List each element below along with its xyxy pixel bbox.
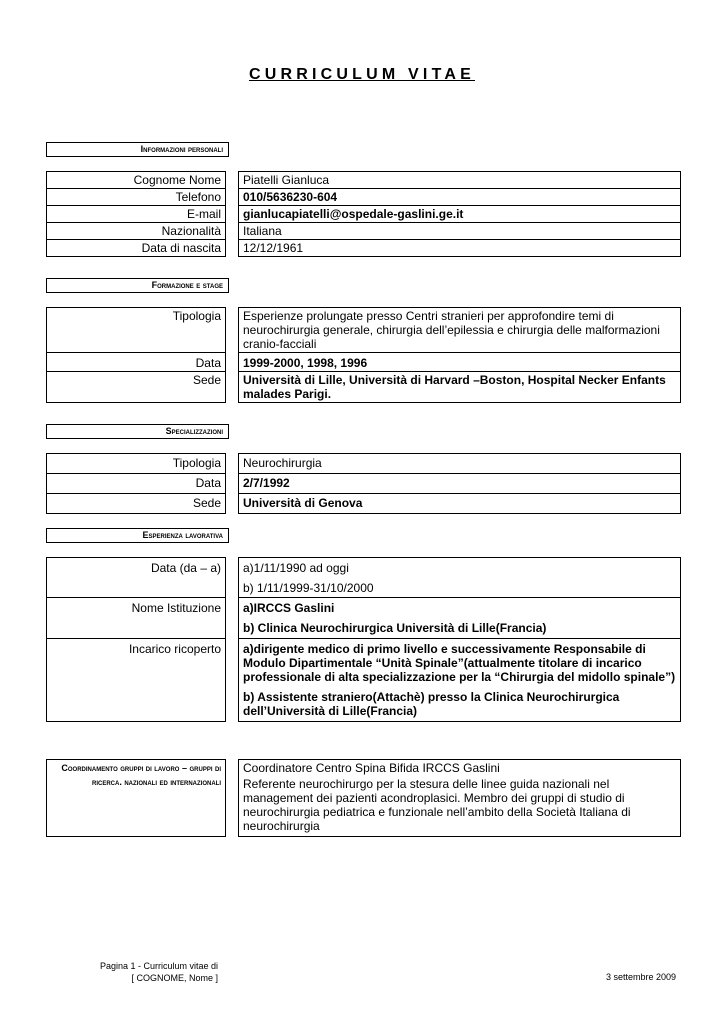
row-value: 12/12/1961	[239, 240, 681, 257]
row-label: Tipologia	[47, 454, 226, 474]
section-heading-specializations-label: Specializzazioni	[165, 426, 223, 436]
table-row	[47, 308, 681, 353]
table-row	[47, 353, 681, 372]
row-label: Tipologia	[47, 308, 226, 353]
row-value: Italiana	[239, 223, 681, 240]
footer-name-placeholder: [ COGNOME, Nome ]	[131, 973, 218, 983]
footer-date: 3 settembre 2009	[605, 972, 676, 982]
row-label: Nome Istituzione	[47, 598, 226, 639]
table-row	[47, 760, 681, 837]
row-value: Esperienze prolungate presso Centri stranieri per approfondire temi di neurochirurgia generale, chirurgia dell’epilessia e chirurgia delle malformazioni cranio-facciali	[239, 308, 681, 353]
table-row	[47, 240, 681, 257]
document-title: CURRICULUM VITAE	[248, 66, 475, 83]
row-label: Data	[47, 474, 226, 494]
section-heading-training	[46, 278, 229, 293]
row-value: 1999-2000, 1998, 1996	[239, 353, 681, 372]
coordination-table	[46, 759, 681, 837]
section-heading-experience	[46, 528, 229, 543]
experience-role-a: a)dirigente medico di primo livello e successivamente Responsabile di Modulo Dipartimentale “Unità Spinale”(attualmente titolare di incarico professionale di alta specializzazione per la “Chirurgia del midollo spinale”)	[243, 642, 676, 684]
row-value: Università di Genova	[239, 494, 681, 514]
experience-table	[46, 557, 681, 722]
row-value: Piatelli Gianluca	[239, 172, 681, 189]
row-label: E-mail	[47, 206, 226, 223]
experience-institution-a: a)IRCCS Gaslini	[243, 601, 335, 615]
table-row	[47, 189, 681, 206]
table-row	[47, 454, 681, 474]
specializations-table	[46, 453, 681, 514]
section-heading-specializations	[46, 424, 229, 439]
table-row	[47, 558, 681, 598]
table-row	[47, 598, 681, 639]
table-row	[47, 206, 681, 223]
row-label: Data (da – a)	[47, 558, 226, 598]
table-row	[47, 639, 681, 722]
coordination-line-2: Referente neurochirurgo per la stesura delle linee guida nazionali nel management dei pazienti acondroplasici. Membro dei gruppi di studio di neurochirurgia pediatrica e funzionale nell’ambito della Società Italiana di neurochirurgia	[243, 777, 631, 833]
row-label: Data di nascita	[47, 240, 226, 257]
coordination-label: Coordinamento gruppi di lavoro – gruppi di ricerca. nazionali ed internazionali	[47, 760, 226, 837]
experience-role-b: b) Assistente straniero(Attachè) presso la Clinica Neurochirurgica dell’Università di Lille(Francia)	[243, 690, 620, 718]
section-heading-personal-label: Informazioni personali	[140, 144, 223, 154]
table-row	[47, 372, 681, 403]
coordination-line-1: Coordinatore Centro Spina Bifida IRCCS Gaslini	[243, 761, 500, 775]
experience-date-a: a)1/11/1990 ad oggi	[243, 561, 349, 575]
row-label: Sede	[47, 372, 226, 403]
row-value: 2/7/1992	[239, 474, 681, 494]
section-heading-training-label: Formazione e stage	[151, 280, 223, 290]
row-value: gianlucapiatelli@ospedale-gaslini.ge.it	[239, 206, 681, 223]
row-label: Telefono	[47, 189, 226, 206]
footer-page-line: Pagina 1 - Curriculum vitae di	[99, 961, 218, 971]
experience-institution-b: b) Clinica Neurochirurgica Università di Lille(Francia)	[243, 621, 547, 635]
table-row	[47, 474, 681, 494]
footer-page-info	[88, 960, 218, 984]
table-row	[47, 172, 681, 189]
row-value: Università di Lille, Università di Harvard –Boston, Hospital Necker Enfants malades Parigi.	[239, 372, 681, 403]
row-label: Data	[47, 353, 226, 372]
personal-info-table	[46, 171, 681, 257]
row-label: Cognome Nome	[47, 172, 226, 189]
training-table	[46, 307, 681, 403]
row-label: Sede	[47, 494, 226, 514]
section-heading-personal	[46, 142, 229, 157]
table-row	[47, 494, 681, 514]
row-value: Neurochirurgia	[239, 454, 681, 474]
row-label: Incarico ricoperto	[47, 639, 226, 722]
row-value: 010/5636230-604	[239, 189, 681, 206]
section-heading-experience-label: Esperienza lavorativa	[142, 530, 223, 540]
row-label: Nazionalità	[47, 223, 226, 240]
experience-date-b: b) 1/11/1999-31/10/2000	[243, 581, 374, 595]
table-row	[47, 223, 681, 240]
